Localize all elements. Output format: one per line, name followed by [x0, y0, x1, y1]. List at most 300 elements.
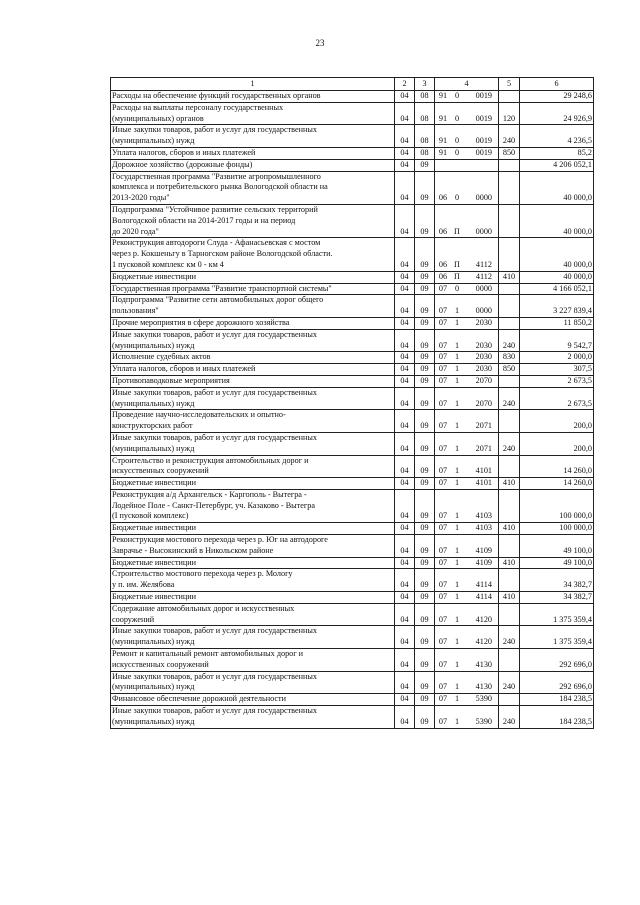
expense-name: Подпрограмма "Устойчивое развитие сельских территорий Вологодской области на 2014-2017 годы и на период до 2020 года"	[111, 204, 395, 237]
expense-type-code: 850	[499, 147, 520, 159]
expense-type-code: 410	[499, 478, 520, 490]
section-code: 04	[395, 478, 415, 490]
table-row	[111, 329, 594, 352]
expense-type-code: 240	[499, 671, 520, 694]
section-code: 04	[395, 671, 415, 694]
target-article-code	[435, 271, 499, 283]
expense-name: Иные закупки товаров, работ и услуг для государственных (муниципальных) нужд	[111, 626, 395, 649]
amount-value: 40 000,0	[520, 171, 594, 204]
expense-name: Подпрограмма "Развитие сети автомобильных дорог общего пользования"	[111, 295, 395, 318]
target-article-code	[435, 432, 499, 455]
subprogram-code: 1	[454, 523, 460, 533]
section-code: 04	[395, 238, 415, 271]
table-row	[111, 626, 594, 649]
expense-type-code: 830	[499, 352, 520, 364]
column-header-6: 6	[520, 78, 594, 91]
expense-name: Ремонт и капитальный ремонт автомобильных дорог и искусственных сооружений	[111, 649, 395, 672]
expense-name: Противопаводковые мероприятия	[111, 375, 395, 387]
target-article-code	[435, 535, 499, 558]
program-code: 07	[438, 682, 448, 692]
expense-name: Иные закупки товаров, работ и услуг для государственных (муниципальных) нужд	[111, 125, 395, 148]
expense-type-code	[499, 569, 520, 592]
subprogram-code: 1	[454, 478, 460, 488]
table-row	[111, 455, 594, 478]
expense-name: Содержание автомобильных дорог и искусственных сооружений	[111, 603, 395, 626]
subsection-code: 09	[415, 410, 435, 433]
section-code: 04	[395, 557, 415, 569]
subprogram-code: 1	[454, 443, 460, 453]
section-code: 04	[395, 706, 415, 729]
table-row	[111, 125, 594, 148]
column-header-5: 5	[499, 78, 520, 91]
table-row	[111, 283, 594, 295]
subsection-code: 09	[415, 478, 435, 490]
amount-value: 292 696,0	[520, 649, 594, 672]
target-article-code	[435, 364, 499, 376]
amount-value: 200,0	[520, 410, 594, 433]
column-header-4: 4	[435, 78, 499, 91]
subsection-code: 09	[415, 523, 435, 535]
direction-code: 2071	[475, 443, 492, 453]
subsection-code: 09	[415, 283, 435, 295]
target-article-code	[435, 238, 499, 271]
target-article-code	[435, 171, 499, 204]
subprogram-code: 0	[454, 283, 460, 293]
section-code: 04	[395, 91, 415, 103]
program-code: 07	[438, 306, 448, 316]
subprogram-code: 1	[454, 306, 460, 316]
program-code: 07	[438, 340, 448, 350]
amount-value: 2 000,0	[520, 352, 594, 364]
target-article-code	[435, 295, 499, 318]
table-header	[111, 78, 594, 91]
section-code: 04	[395, 489, 415, 522]
section-code: 04	[395, 352, 415, 364]
expense-type-code	[499, 317, 520, 329]
subsection-code: 09	[415, 706, 435, 729]
expense-name: Расходы на выплаты персоналу государственных (муниципальных) органов	[111, 102, 395, 125]
subprogram-code: П	[454, 226, 460, 236]
program-code: 07	[438, 545, 448, 555]
table-row	[111, 489, 594, 522]
target-article-code	[435, 523, 499, 535]
subsection-code: 09	[415, 557, 435, 569]
target-article-code	[435, 626, 499, 649]
subprogram-code: 1	[454, 375, 460, 385]
expense-type-code	[499, 603, 520, 626]
direction-code: 4103	[475, 511, 492, 521]
amount-value: 4 236,5	[520, 125, 594, 148]
target-article-code	[435, 706, 499, 729]
table-row	[111, 295, 594, 318]
direction-code: 4114	[475, 592, 492, 602]
expense-name: Проведение научно-исследовательских и опытно- конструкторских работ	[111, 410, 395, 433]
amount-value: 307,5	[520, 364, 594, 376]
subsection-code: 09	[415, 603, 435, 626]
section-code: 04	[395, 603, 415, 626]
table-row	[111, 649, 594, 672]
direction-code: 0000	[475, 193, 492, 203]
program-code: 07	[438, 466, 448, 476]
subprogram-code: 1	[454, 659, 460, 669]
program-code: 07	[438, 716, 448, 726]
subsection-code: 09	[415, 238, 435, 271]
target-article-code	[435, 352, 499, 364]
expense-type-code: 410	[499, 592, 520, 604]
table-row	[111, 171, 594, 204]
expense-name: Реконструкция автодороги Слуда - Афанасьевская с мостом через р. Кокшеньгу в Тарногском районе Вологодской области. 1 пусковой комплекс км 0 - км 4	[111, 238, 395, 271]
target-article-code	[435, 649, 499, 672]
amount-value: 34 382,7	[520, 569, 594, 592]
expense-type-code: 410	[499, 523, 520, 535]
expense-type-code	[499, 649, 520, 672]
direction-code: 0000	[475, 283, 492, 293]
subsection-code: 09	[415, 569, 435, 592]
subsection-code: 09	[415, 649, 435, 672]
table-row	[111, 387, 594, 410]
subprogram-code: 1	[454, 352, 460, 362]
subprogram-code: 1	[454, 364, 460, 374]
target-article-code	[435, 569, 499, 592]
column-header-1: 1	[111, 78, 395, 91]
target-article-code	[435, 91, 499, 103]
section-code: 04	[395, 295, 415, 318]
target-article-code	[435, 329, 499, 352]
subprogram-code: 0	[454, 136, 460, 146]
target-article-code	[435, 204, 499, 237]
program-code: 07	[438, 580, 448, 590]
direction-code: 2030	[475, 364, 492, 374]
subsection-code: 09	[415, 352, 435, 364]
program-code: 91	[438, 136, 448, 146]
direction-code: 4114	[475, 580, 492, 590]
subsection-code: 09	[415, 592, 435, 604]
program-code: 07	[438, 694, 448, 704]
amount-value: 24 926,9	[520, 102, 594, 125]
target-article-code	[435, 603, 499, 626]
program-code: 07	[438, 614, 448, 624]
expense-name: Бюджетные инвестиции	[111, 523, 395, 535]
program-code: 07	[438, 637, 448, 647]
subprogram-code: 0	[454, 147, 460, 157]
amount-value: 9 542,7	[520, 329, 594, 352]
table-row	[111, 592, 594, 604]
table-row	[111, 557, 594, 569]
subsection-code: 09	[415, 329, 435, 352]
direction-code: 4109	[475, 557, 492, 567]
section-code: 04	[395, 283, 415, 295]
expense-name: Уплата налогов, сборов и иных платежей	[111, 364, 395, 376]
subsection-code: 09	[415, 171, 435, 204]
subprogram-code: П	[454, 271, 460, 281]
subprogram-code: 0	[454, 91, 460, 100]
direction-code: 2070	[475, 398, 492, 408]
page-number: 23	[315, 38, 325, 48]
subsection-code: 08	[415, 102, 435, 125]
direction-code: 0019	[475, 91, 492, 100]
expense-name: Бюджетные инвестиции	[111, 557, 395, 569]
table-row	[111, 706, 594, 729]
amount-value: 40 000,0	[520, 238, 594, 271]
expense-type-code	[499, 238, 520, 271]
program-code: 91	[438, 91, 448, 100]
direction-code: 2030	[475, 340, 492, 350]
section-code: 04	[395, 375, 415, 387]
expense-type-code	[499, 283, 520, 295]
subprogram-code: 1	[454, 716, 460, 726]
header-row	[111, 78, 594, 91]
direction-code: 0019	[475, 147, 492, 157]
subprogram-code: 1	[454, 421, 460, 431]
subprogram-code: 1	[454, 317, 460, 327]
target-article-code	[435, 478, 499, 490]
amount-value: 2 673,5	[520, 375, 594, 387]
subprogram-code: 1	[454, 398, 460, 408]
amount-value: 49 100,0	[520, 557, 594, 569]
subprogram-code: 1	[454, 340, 460, 350]
expense-type-code	[499, 410, 520, 433]
subsection-code: 08	[415, 147, 435, 159]
expense-name: Финансовое обеспечение дорожной деятельности	[111, 694, 395, 706]
target-article-code	[435, 102, 499, 125]
expense-name: Строительство мостового перехода через р. Мологу у п. им. Желябова	[111, 569, 395, 592]
expense-name: Иные закупки товаров, работ и услуг для государственных (муниципальных) нужд	[111, 432, 395, 455]
section-code: 04	[395, 694, 415, 706]
amount-value: 4 166 052,1	[520, 283, 594, 295]
subsection-code: 09	[415, 671, 435, 694]
subsection-code: 09	[415, 694, 435, 706]
program-code: 07	[438, 421, 448, 431]
subprogram-code: П	[454, 259, 460, 269]
table-row	[111, 375, 594, 387]
expense-name: Исполнение судебных актов	[111, 352, 395, 364]
amount-value: 14 260,0	[520, 455, 594, 478]
target-article-code	[435, 147, 499, 159]
expense-type-code	[499, 455, 520, 478]
program-code: 06	[438, 271, 448, 281]
subprogram-code: 1	[454, 592, 460, 602]
subprogram-code: 1	[454, 557, 460, 567]
expense-name: Государственная программа "Развитие транспортной системы"	[111, 283, 395, 295]
amount-value: 40 000,0	[520, 204, 594, 237]
table-row	[111, 352, 594, 364]
amount-value: 40 000,0	[520, 271, 594, 283]
table-row	[111, 432, 594, 455]
target-article-code	[435, 125, 499, 148]
target-article-code	[435, 671, 499, 694]
amount-value: 34 382,7	[520, 592, 594, 604]
direction-code: 2030	[475, 317, 492, 327]
direction-code: 4109	[475, 545, 492, 555]
subprogram-code: 0	[454, 193, 460, 203]
amount-value: 49 100,0	[520, 535, 594, 558]
target-article-code	[435, 489, 499, 522]
direction-code: 0019	[475, 136, 492, 146]
expense-name: Уплата налогов, сборов и иных платежей	[111, 147, 395, 159]
direction-code: 4101	[475, 466, 492, 476]
direction-code: 4112	[475, 271, 492, 281]
target-article-code	[435, 317, 499, 329]
target-article-code	[435, 159, 499, 171]
subprogram-code: 1	[454, 614, 460, 624]
table-row	[111, 671, 594, 694]
direction-code: 5390	[475, 716, 492, 726]
subsection-code: 09	[415, 375, 435, 387]
subsection-code: 09	[415, 204, 435, 237]
section-code: 04	[395, 125, 415, 148]
budget-table	[110, 77, 594, 729]
direction-code: 4112	[475, 259, 492, 269]
table-row	[111, 535, 594, 558]
subsection-code: 09	[415, 432, 435, 455]
table-row	[111, 410, 594, 433]
expense-type-code	[499, 159, 520, 171]
section-code: 04	[395, 317, 415, 329]
section-code: 04	[395, 329, 415, 352]
subprogram-code: 0	[454, 113, 460, 123]
program-code: 06	[438, 226, 448, 236]
program-code: 07	[438, 659, 448, 669]
expense-type-code	[499, 694, 520, 706]
expense-name: Строительство и реконструкция автомобильных дорог и искусственных сооружений	[111, 455, 395, 478]
expense-name: Иные закупки товаров, работ и услуг для государственных (муниципальных) нужд	[111, 387, 395, 410]
direction-code: 2071	[475, 421, 492, 431]
section-code: 04	[395, 569, 415, 592]
expense-type-code: 120	[499, 102, 520, 125]
section-code: 04	[395, 523, 415, 535]
target-article-code	[435, 283, 499, 295]
expense-type-code	[499, 295, 520, 318]
amount-value: 184 238,5	[520, 694, 594, 706]
section-code: 04	[395, 432, 415, 455]
target-article-code	[435, 375, 499, 387]
amount-value: 200,0	[520, 432, 594, 455]
target-article-code	[435, 694, 499, 706]
subsection-code: 09	[415, 317, 435, 329]
direction-code: 2070	[475, 375, 492, 385]
program-code: 07	[438, 511, 448, 521]
program-code: 07	[438, 283, 448, 293]
expense-type-code	[499, 489, 520, 522]
subsection-code: 09	[415, 159, 435, 171]
section-code: 04	[395, 364, 415, 376]
expense-name: Иные закупки товаров, работ и услуг для государственных (муниципальных) нужд	[111, 329, 395, 352]
direction-code: 2030	[475, 352, 492, 362]
direction-code: 5390	[475, 694, 492, 704]
table-row	[111, 159, 594, 171]
expense-type-code	[499, 535, 520, 558]
program-code: 91	[438, 113, 448, 123]
program-code: 07	[438, 364, 448, 374]
direction-code: 4130	[475, 659, 492, 669]
table-row	[111, 91, 594, 103]
table-row	[111, 102, 594, 125]
direction-code: 0019	[475, 113, 492, 123]
table-row	[111, 204, 594, 237]
program-code: 07	[438, 478, 448, 488]
expense-name: Реконструкция мостового перехода через р. Юг на автодороге Заврачье - Высокинский в Никольском районе	[111, 535, 395, 558]
direction-code: 0000	[475, 226, 492, 236]
program-code: 06	[438, 259, 448, 269]
expense-type-code	[499, 91, 520, 103]
program-code: 07	[438, 352, 448, 362]
section-code: 04	[395, 102, 415, 125]
subsection-code: 09	[415, 271, 435, 283]
target-article-code	[435, 592, 499, 604]
table-row	[111, 271, 594, 283]
program-code: 07	[438, 523, 448, 533]
amount-value: 11 850,2	[520, 317, 594, 329]
section-code: 04	[395, 387, 415, 410]
direction-code: 4130	[475, 682, 492, 692]
amount-value: 1 375 359,4	[520, 626, 594, 649]
table-row	[111, 364, 594, 376]
amount-value: 184 238,5	[520, 706, 594, 729]
direction-code: 4103	[475, 523, 492, 533]
subsection-code: 09	[415, 387, 435, 410]
direction-code: 0000	[475, 306, 492, 316]
section-code: 04	[395, 159, 415, 171]
subprogram-code: 1	[454, 580, 460, 590]
subprogram-code: 1	[454, 694, 460, 704]
expense-name: Государственная программа "Развитие агропромышленного комплекса и потребительского рынка Вологодской области на 2013-2020 годы"	[111, 171, 395, 204]
section-code: 04	[395, 626, 415, 649]
amount-value: 29 248,6	[520, 91, 594, 103]
expense-name: Дорожное хозяйство (дорожные фонды)	[111, 159, 395, 171]
section-code: 04	[395, 204, 415, 237]
table-row	[111, 603, 594, 626]
expense-name: Бюджетные инвестиции	[111, 271, 395, 283]
amount-value: 4 206 052,1	[520, 159, 594, 171]
expense-type-code	[499, 171, 520, 204]
target-article-code	[435, 557, 499, 569]
expense-name: Бюджетные инвестиции	[111, 592, 395, 604]
section-code: 04	[395, 455, 415, 478]
section-code: 04	[395, 649, 415, 672]
expense-type-code	[499, 204, 520, 237]
section-code: 04	[395, 592, 415, 604]
table-row	[111, 569, 594, 592]
subsection-code: 08	[415, 125, 435, 148]
subsection-code: 09	[415, 364, 435, 376]
amount-value: 100 000,0	[520, 489, 594, 522]
table-row	[111, 694, 594, 706]
section-code: 04	[395, 271, 415, 283]
table-row	[111, 147, 594, 159]
section-code: 04	[395, 171, 415, 204]
amount-value: 3 227 839,4	[520, 295, 594, 318]
section-code: 04	[395, 410, 415, 433]
amount-value: 1 375 359,4	[520, 603, 594, 626]
program-code: 07	[438, 317, 448, 327]
direction-code: 4120	[475, 637, 492, 647]
target-article-code	[435, 387, 499, 410]
subprogram-code: 1	[454, 511, 460, 521]
section-code: 04	[395, 535, 415, 558]
table-row	[111, 523, 594, 535]
program-code: 07	[438, 443, 448, 453]
expense-name: Иные закупки товаров, работ и услуг для государственных (муниципальных) нужд	[111, 706, 395, 729]
program-code: 07	[438, 592, 448, 602]
amount-value: 14 260,0	[520, 478, 594, 490]
expense-type-code: 410	[499, 271, 520, 283]
expense-type-code	[499, 375, 520, 387]
expense-name: Иные закупки товаров, работ и услуг для государственных (муниципальных) нужд	[111, 671, 395, 694]
expense-type-code: 240	[499, 432, 520, 455]
table-body	[111, 91, 594, 729]
subsection-code: 09	[415, 455, 435, 478]
amount-value: 292 696,0	[520, 671, 594, 694]
